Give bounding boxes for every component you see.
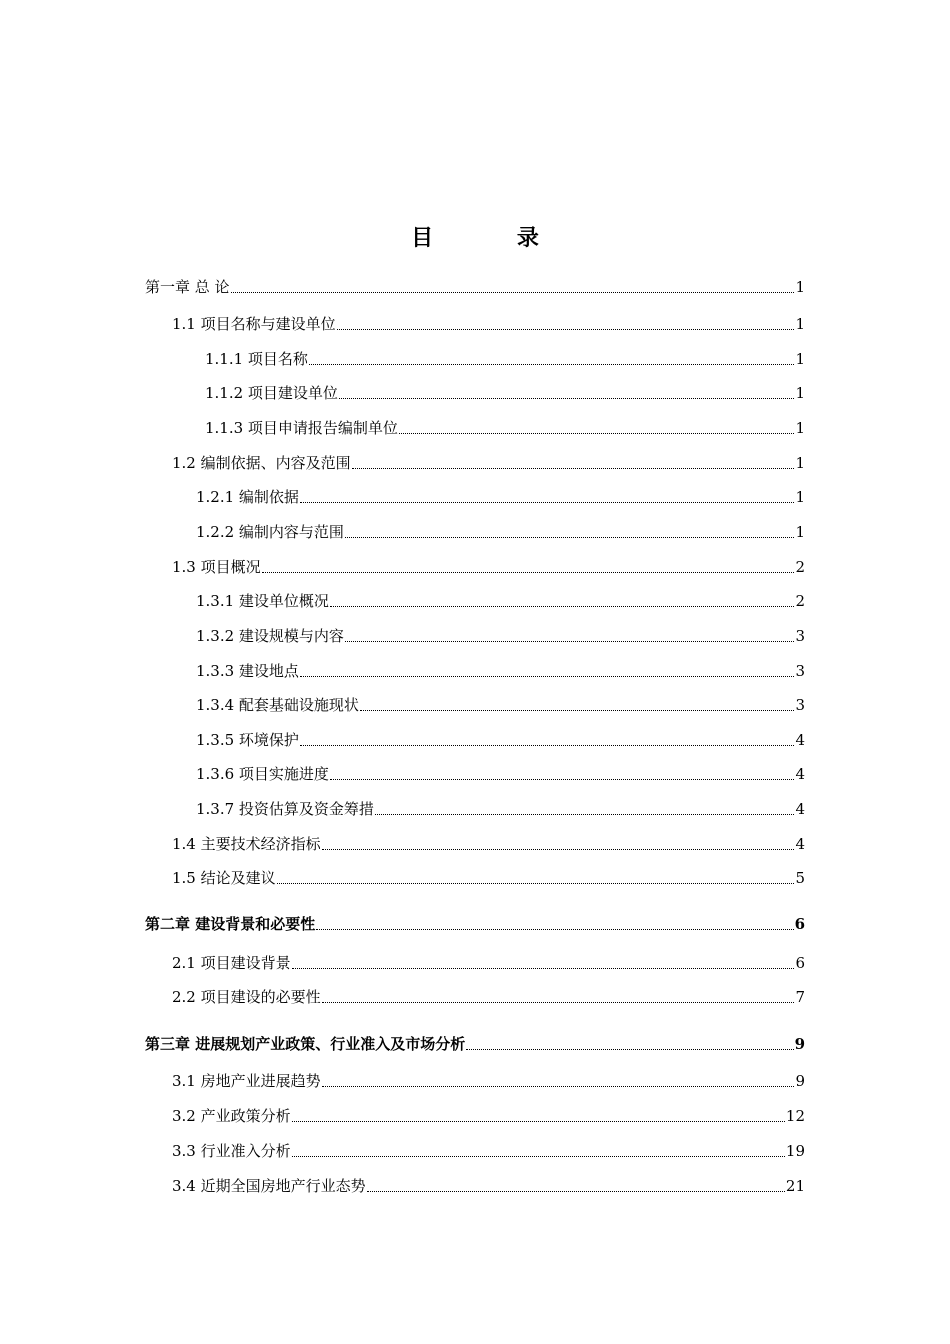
toc-entry-label: 1.2.2 编制内容与范围 <box>196 523 344 541</box>
toc-dot-leader <box>277 882 795 884</box>
toc-entry-label: 1.3 项目概况 <box>172 558 261 576</box>
toc-entry-label: 2.2 项目建设的必要性 <box>172 988 321 1006</box>
toc-entry-page: 4 <box>795 800 805 818</box>
toc-entry-page: 9 <box>795 1072 805 1090</box>
toc-entry-1-3-3[interactable] <box>196 659 805 681</box>
toc-entry-label: 1.1.3 项目申请报告编制单位 <box>205 419 398 437</box>
toc-entry-label: 1.1 项目名称与建设单位 <box>172 315 336 333</box>
toc-entry-page: 3 <box>795 662 805 680</box>
toc-dot-leader <box>292 1155 785 1157</box>
toc-entry-1-2-1[interactable] <box>196 485 805 507</box>
toc-entry-page: 3 <box>795 696 805 714</box>
toc-dot-leader <box>345 640 795 642</box>
toc-dot-leader <box>330 778 795 780</box>
toc-entry-1-3[interactable] <box>172 555 805 577</box>
toc-entry-page: 1 <box>795 488 805 506</box>
toc-entry-label: 1.5 结论及建议 <box>172 869 276 887</box>
toc-entry-1-2-2[interactable] <box>196 520 805 542</box>
toc-entry-label: 3.4 近期全国房地产行业态势 <box>172 1177 366 1195</box>
toc-entry-1-1-1[interactable] <box>205 347 805 369</box>
toc-entry-page: 4 <box>795 731 805 749</box>
toc-dot-leader <box>300 675 795 677</box>
toc-entry-2-2[interactable] <box>172 985 805 1007</box>
toc-entry-label: 1.3.5 环境保护 <box>196 731 299 749</box>
toc-entry-label: 1.3.6 项目实施进度 <box>196 765 329 783</box>
toc-dot-leader <box>292 1120 785 1122</box>
toc-entry-1-3-7[interactable] <box>196 797 805 819</box>
toc-entry-3-2[interactable] <box>172 1104 805 1126</box>
toc-entry-1-2[interactable] <box>172 451 805 473</box>
toc-entry-1-3-4[interactable] <box>196 693 805 715</box>
toc-entry-label: 3.3 行业准入分析 <box>172 1142 291 1160</box>
toc-entry-1-3-5[interactable] <box>196 728 805 750</box>
toc-entry-1-3-1[interactable] <box>196 589 805 611</box>
toc-entry-label: 1.1.2 项目建设单位 <box>205 384 338 402</box>
toc-entry-label: 1.3.4 配套基础设施现状 <box>196 696 359 714</box>
toc-entry-page: 21 <box>785 1177 805 1195</box>
toc-entry-chapter-3[interactable] <box>145 1032 805 1054</box>
toc-entry-label: 第一章 总 论 <box>145 278 230 296</box>
toc-entry-3-3[interactable] <box>172 1139 805 1161</box>
toc-entry-label: 第二章 建设背景和必要性 <box>145 915 316 933</box>
toc-entry-label: 第三章 进展规划产业政策、行业准入及市场分析 <box>145 1035 466 1053</box>
toc-dot-leader <box>300 744 795 746</box>
toc-dot-leader <box>345 536 795 538</box>
toc-entry-label: 2.1 项目建设背景 <box>172 954 291 972</box>
toc-entry-page: 1 <box>795 384 805 402</box>
toc-entry-3-4[interactable] <box>172 1174 805 1196</box>
toc-dot-leader <box>322 848 795 850</box>
toc-entry-1-1-3[interactable] <box>205 416 805 438</box>
toc-dot-leader <box>322 1085 795 1087</box>
toc-entry-page: 6 <box>795 954 805 972</box>
toc-entry-page: 1 <box>795 419 805 437</box>
toc-dot-leader <box>300 501 795 503</box>
toc-entry-page: 7 <box>795 988 805 1006</box>
toc-entry-label: 3.1 房地产业进展趋势 <box>172 1072 321 1090</box>
toc-entry-page: 2 <box>795 558 805 576</box>
toc-entry-label: 1.2 编制依据、内容及范围 <box>172 454 351 472</box>
toc-entry-page: 1 <box>795 454 805 472</box>
toc-entry-1-4[interactable] <box>172 832 805 854</box>
toc-dot-leader <box>360 709 795 711</box>
toc-dot-leader <box>322 1001 795 1003</box>
toc-entry-chapter-2[interactable] <box>145 912 805 934</box>
toc-entry-page: 5 <box>795 869 805 887</box>
toc-entry-page: 1 <box>795 278 805 296</box>
toc-dot-leader <box>352 467 795 469</box>
toc-entry-chapter-1[interactable] <box>145 275 805 297</box>
toc-dot-leader <box>262 571 795 573</box>
toc-entry-label: 1.3.2 建设规模与内容 <box>196 627 344 645</box>
toc-dot-leader <box>337 328 795 330</box>
toc-dot-leader <box>292 967 795 969</box>
toc-entry-1-1-2[interactable] <box>205 381 805 403</box>
toc-entry-label: 1.3.7 投资估算及资金筹措 <box>196 800 374 818</box>
page-title: 目 录 <box>411 225 577 251</box>
toc-dot-leader <box>466 1048 793 1050</box>
toc-entry-page: 9 <box>794 1035 805 1053</box>
toc-dot-leader <box>316 928 793 930</box>
toc-entry-page: 12 <box>785 1107 805 1125</box>
toc-entry-page: 19 <box>785 1142 805 1160</box>
toc-entry-1-5[interactable] <box>172 866 805 888</box>
toc-dot-leader <box>367 1190 785 1192</box>
toc-entry-label: 3.2 产业政策分析 <box>172 1107 291 1125</box>
toc-entry-label: 1.4 主要技术经济指标 <box>172 835 321 853</box>
toc-dot-leader <box>231 291 795 293</box>
toc-entry-1-1[interactable] <box>172 312 805 334</box>
toc-entry-label: 1.2.1 编制依据 <box>196 488 299 506</box>
toc-entry-page: 6 <box>794 915 805 933</box>
toc-entry-page: 3 <box>795 627 805 645</box>
toc-dot-leader <box>330 605 795 607</box>
toc-entry-page: 1 <box>795 315 805 333</box>
toc-dot-leader <box>399 432 795 434</box>
toc-entry-3-1[interactable] <box>172 1069 805 1091</box>
toc-dot-leader <box>375 813 795 815</box>
toc-entry-1-3-6[interactable] <box>196 762 805 784</box>
toc-entry-page: 1 <box>795 523 805 541</box>
toc-entry-label: 1.1.1 项目名称 <box>205 350 308 368</box>
toc-entry-page: 1 <box>795 350 805 368</box>
toc-entry-label: 1.3.1 建设单位概况 <box>196 592 329 610</box>
toc-entry-label: 1.3.3 建设地点 <box>196 662 299 680</box>
toc-dot-leader <box>339 397 795 399</box>
toc-entry-page: 4 <box>795 835 805 853</box>
toc-entry-2-1[interactable] <box>172 951 805 973</box>
toc-entry-page: 4 <box>795 765 805 783</box>
toc-entry-1-3-2[interactable] <box>196 624 805 646</box>
toc-entry-page: 2 <box>795 592 805 610</box>
toc-dot-leader <box>309 363 795 365</box>
